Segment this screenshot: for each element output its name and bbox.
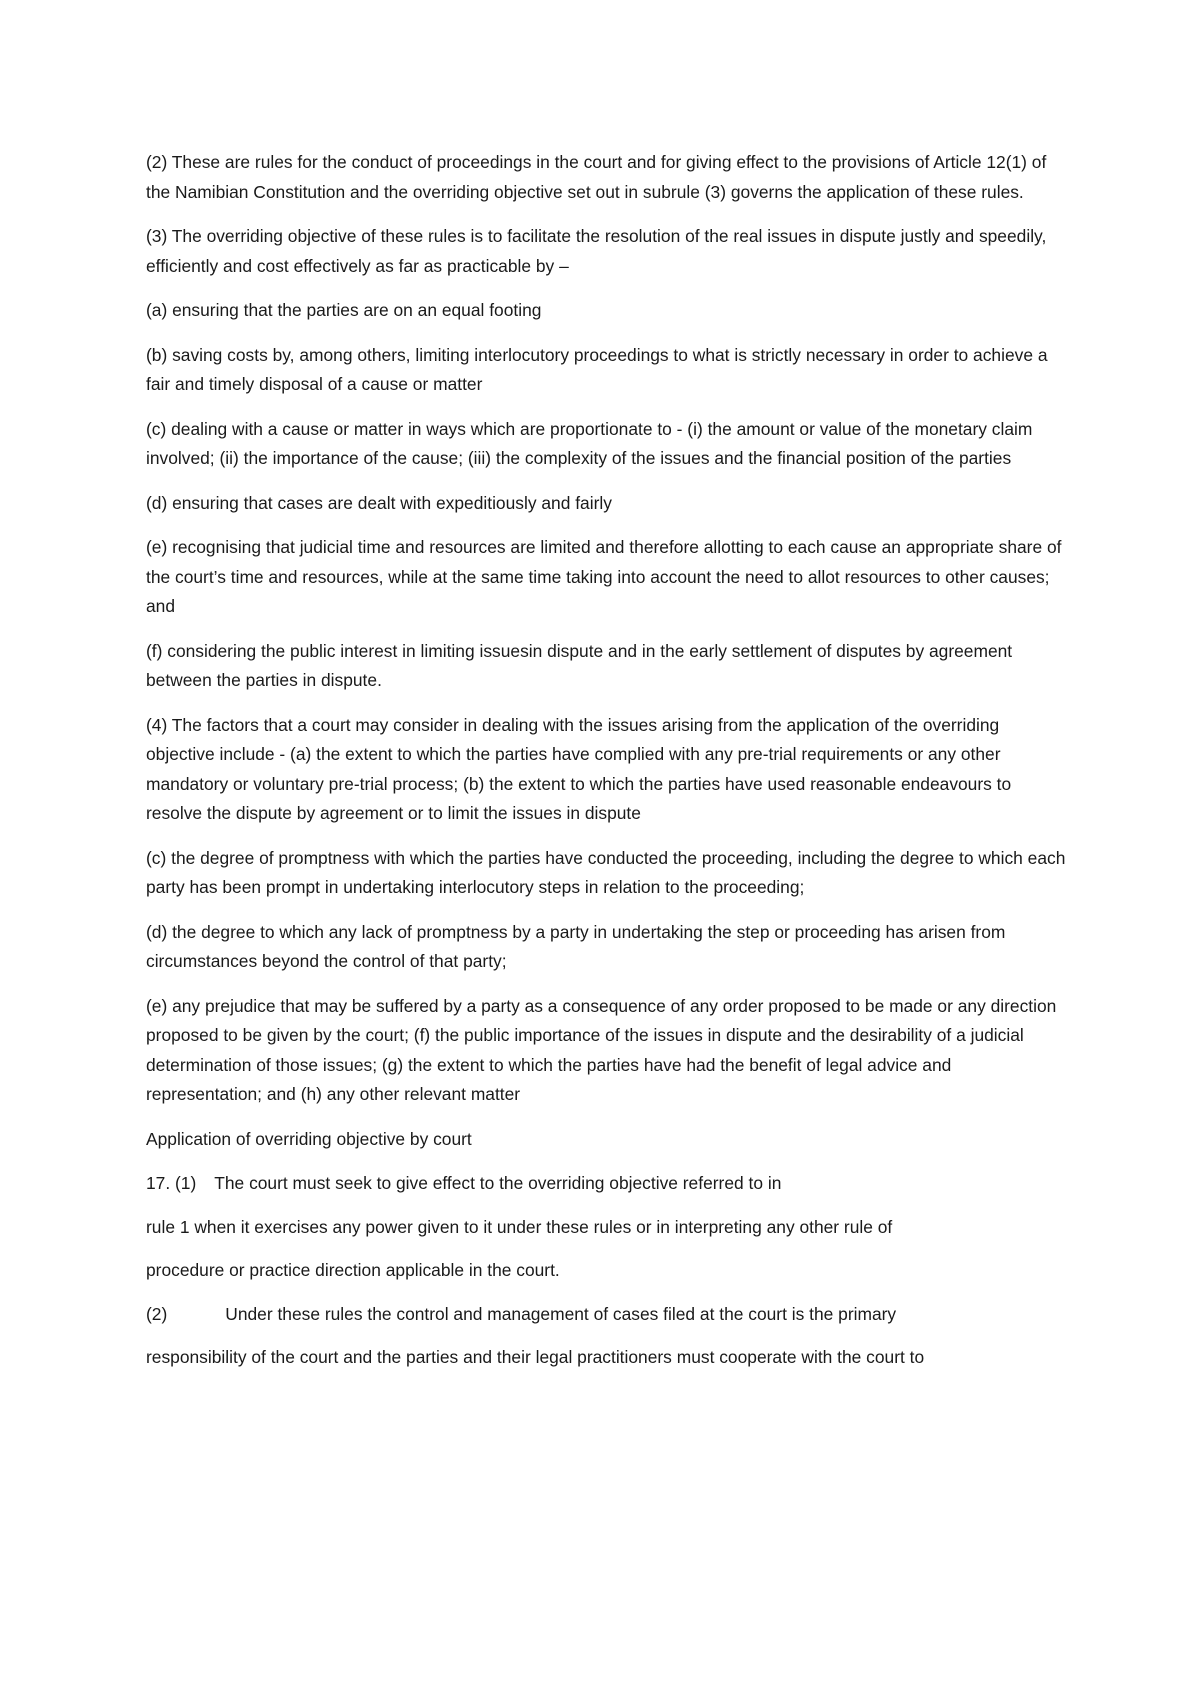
paragraph-item-e: (e) recognising that judicial time and resources are limited and therefore allotting to each cause an appropriate share of the court’s time and resources, while at the same time taking into account the need to allot resources to other causes; and: [146, 537, 1062, 616]
paragraph-rule-3: (3) The overriding objective of these rules is to facilitate the resolution of the real issues in dispute justly and speedily, efficiently and cost effectively as far as practicable by –: [146, 226, 1047, 276]
paragraph-rule-4: (4) The factors that a court may consider in dealing with the issues arising from the application of the overriding objective include - (a) the extent to which the parties have complied with any pre-trial requirements or any other mandatory or voluntary pre-trial process; (b) the extent to which the parties have used reasonable endeavours to resolve the dispute by agreement or to limit the issues in dispute: [146, 714, 1012, 823]
paragraph-item-a: (a) ensuring that the parties are on an equal footing: [146, 300, 542, 320]
rule-number: 17. (1): [146, 1173, 197, 1193]
document-body: [146, 148, 1066, 1388]
paragraph-item-f: (f) considering the public interest in limiting issuesin dispute and in the early settlement of disputes by agreement between the parties in dispute.: [146, 640, 1013, 690]
rule-number: (2): [146, 1303, 168, 1324]
paragraph-rule-17-1-cont: rule 1 when it exercises any power given to it under these rules or in interpreting any other rule of: [146, 1216, 893, 1237]
paragraph-factor-c: (c) the degree of promptness with which the parties have conducted the proceeding, including the degree to which each party has been prompt in undertaking interlocutory steps in relation to the proceeding;: [146, 847, 1066, 897]
rule-text: Under these rules the control and management of cases filed at the court is the primary: [225, 1303, 897, 1324]
paragraph-item-d: (d) ensuring that cases are dealt with expeditiously and fairly: [146, 492, 612, 513]
paragraph-item-c: (c) dealing with a cause or matter in ways which are proportionate to - (i) the amount or value of the monetary claim involved; (ii) the importance of the cause; (iii) the complexity of the issues and the financial position of the parties: [146, 418, 1033, 468]
rule-text: The court must seek to give effect to the overriding objective referred to in: [214, 1173, 782, 1193]
paragraph-rule-2: (2) These are rules for the conduct of proceedings in the court and for giving effect to the provisions of Article 12(1) of the Namibian Constitution and the overriding objective set out in subrule (3) governs the application of these rules.: [146, 152, 1047, 202]
paragraph-item-b: (b) saving costs by, among others, limiting interlocutory proceedings to what is strictly necessary in order to achieve a fair and timely disposal of a cause or matter: [146, 344, 1048, 394]
paragraph-rule-17-2: [146, 1300, 1066, 1330]
section-heading: Application of overriding objective by court: [146, 1128, 472, 1149]
paragraph-rule-17-2-cont: responsibility of the court and the parties and their legal practitioners must cooperate with the court to: [146, 1347, 925, 1367]
paragraph-factor-d: (d) the degree to which any lack of promptness by a party in undertaking the step or proceeding has arisen from circumstances beyond the control of that party;: [146, 921, 1006, 971]
paragraph-factor-e: (e) any prejudice that may be suffered by a party as a consequence of any order proposed to be made or any direction proposed to be given by the court; (f) the public importance of the issues in dispute and the desirability of a judicial determination of those issues; (g) the extent to which the parties have had the benefit of legal advice and representation; and (h) any other relevant matter: [146, 995, 1057, 1104]
paragraph-rule-17-1: [146, 1169, 1066, 1199]
paragraph-rule-17-1-end: procedure or practice direction applicable in the court.: [146, 1260, 560, 1280]
